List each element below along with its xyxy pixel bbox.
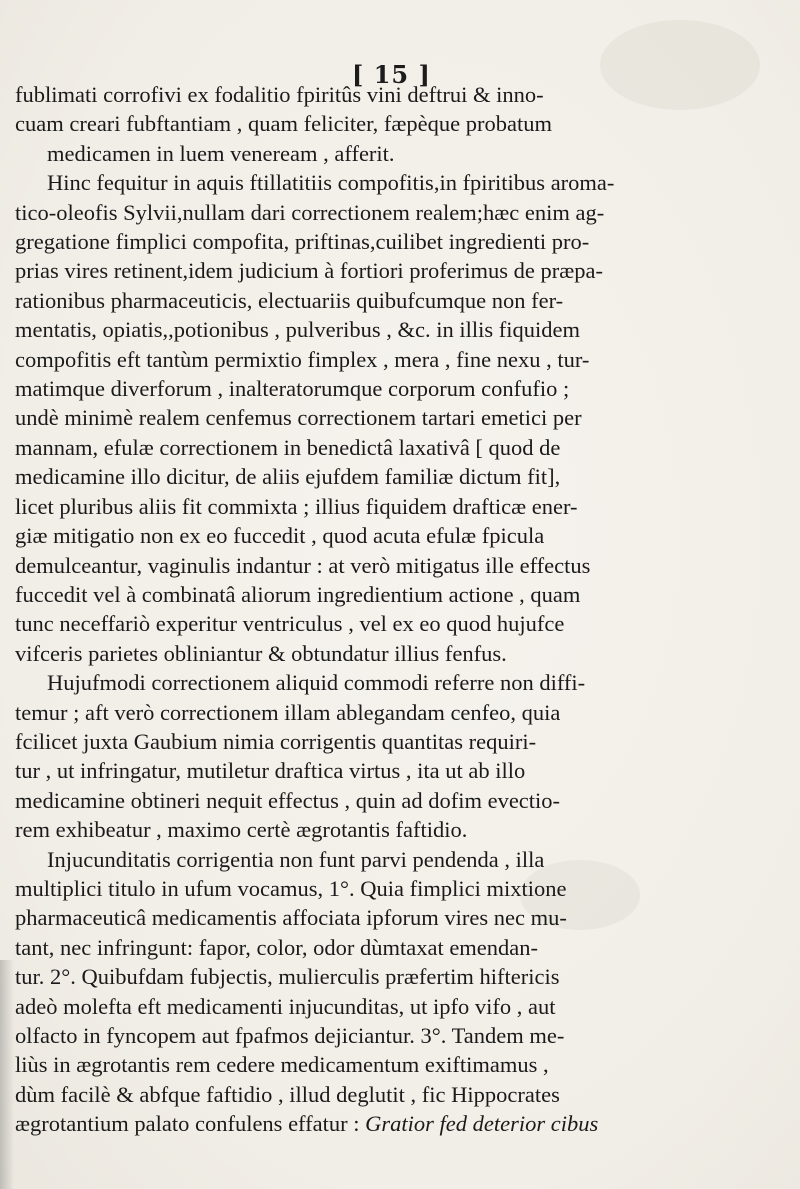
text-line: licet pluribus aliis fit commixta ; illius fiquidem drafticæ ener-	[15, 493, 578, 519]
text-line: cuam creari fubftantiam , quam feliciter, fæpèque probatum	[15, 111, 553, 137]
text-line: prias vires retinent,idem judicium à fortiori proferimus de præpa-	[15, 258, 603, 284]
text-line: rationibus pharmaceuticis, electuariis quibufcumque non fer-	[15, 287, 564, 313]
last-line-plain: ægrotantium palato confulens effatur :	[15, 1111, 366, 1137]
text-line: dùm facilè & abfque faftidio , illud deglutit , fic Hippocrates	[15, 1081, 560, 1107]
text-line: temur ; aft verò correctionem illam ablegandam cenfeo, quia	[15, 699, 561, 725]
text-line: tur , ut infringatur, mutiletur draftica virtus , ita ut ab illo	[15, 758, 526, 784]
text-line: tur. 2°. Quibufdam fubjectis, mulierculis præfertim hiftericis	[15, 964, 560, 990]
text-line: matimque diverforum , inalteratorumque corporum confufio ;	[15, 376, 570, 402]
body-text	[15, 80, 775, 1139]
text-line: multiplici titulo in ufum vocamus, 1°. Quia fimplici mixtione	[15, 875, 567, 901]
text-line: medicamen in luem veneream , afferit.	[47, 140, 395, 166]
text-line: mannam, efulæ correctionem in benedictâ laxativâ [ quod de	[15, 434, 561, 460]
text-line: fcilicet juxta Gaubium nimia corrigentis quantitas requiri-	[15, 728, 537, 754]
text-line: giæ mitigatio non ex eo fuccedit , quod acuta efulæ fpicula	[15, 523, 545, 549]
text-line: vifceris parietes obliniantur & obtundatur illius fenfus.	[15, 640, 507, 666]
last-text-line	[15, 1109, 775, 1138]
text-line: rem exhibeatur , maximo certè ægrotantis faftidio.	[15, 817, 468, 843]
paragraph-start: Hujufmodi correctionem aliquid commodi referre non diffi-	[47, 670, 586, 696]
text-line: tunc neceffariò experitur ventriculus , vel ex eo quod hujufce	[15, 611, 565, 637]
text-line: medicamine obtineri nequit effectus , quin ad dofim evectio-	[15, 787, 561, 813]
paragraph-start: Injucunditatis corrigentia non funt parvi pendenda , illa	[47, 846, 545, 872]
text-line: fublimati corrofivi ex fodalitio fpiritûs vini deftrui & inno-	[15, 82, 544, 107]
text-line: gregatione fimplici compofita, priftinas,cuilibet ingredienti pro-	[15, 229, 590, 255]
text-line: demulceantur, vaginulis indantur : at verò mitigatus ille effectus	[15, 552, 591, 578]
text-line: liùs in ægrotantis rem cedere medicamentum exiftimamus ,	[15, 1052, 549, 1078]
text-line: olfacto in fyncopem aut fpafmos dejiciantur. 3°. Tandem me-	[15, 1023, 565, 1048]
page-edge-shadow	[0, 960, 14, 1189]
text-line: tant, nec infringunt: fapor, color, odor dùmtaxat emendan-	[15, 934, 539, 960]
text-line: medicamine illo dicitur, de aliis ejufdem familiæ dictum fit],	[15, 464, 561, 490]
page-number: [ 15 ]	[352, 60, 431, 89]
paragraph-start: Hinc fequitur in aquis ftillatitiis compofitis,in fpiritibus aroma-	[47, 170, 615, 196]
text-line: adeò molefta eft medicamenti injucunditas, ut ipfo vifo , aut	[15, 993, 556, 1019]
text-line: compofitis eft tantùm permixtio fimplex , mera , fine nexu , tur-	[15, 346, 590, 372]
text-line: undè minimè realem cenfemus correctionem tartari emetici per	[15, 405, 582, 431]
text-line: mentatis, opiatis,,potionibus , pulveribus , &c. in illis fiquidem	[15, 317, 580, 343]
quoted-aphorism: Gratior fed deterior cibus	[365, 1111, 599, 1137]
text-line: tico-oleofis Sylvii,nullam dari correctionem realem;hæc enim ag-	[15, 199, 605, 225]
text-line: fuccedit vel à combinatâ aliorum ingredientium actione , quam	[15, 581, 581, 607]
text-line: pharmaceuticâ medicamentis affociata ipforum vires nec mu-	[15, 905, 567, 931]
